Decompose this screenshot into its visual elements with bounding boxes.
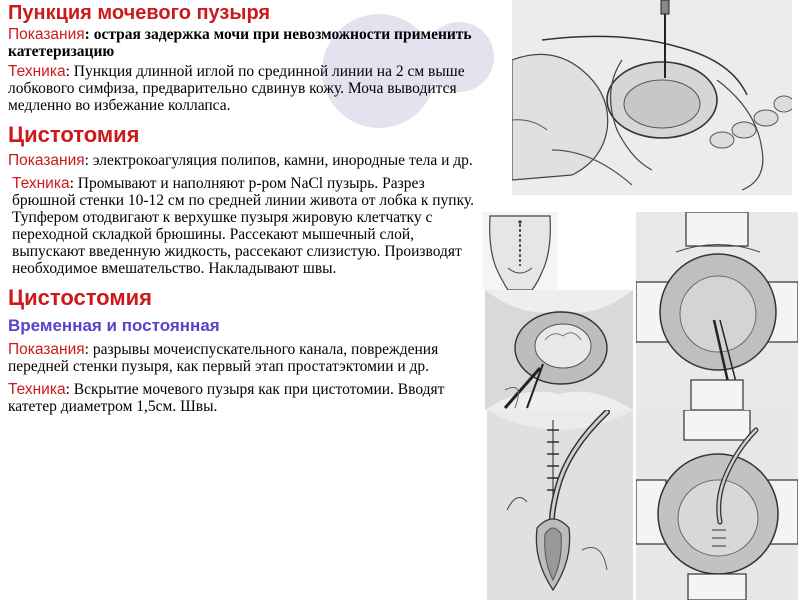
cystotomy-tech-text: : Промывают и наполняют р-ром NaCl пузырь. Разрез брюшной стенки 10-12 см по средней линии живота от лобка к пупку. Тупфером отодвигают к верхушке пузыря жировую клетчатку с переходной складкой брюшины. Рассекают мышечный слой, выпускают введенную жидкость, рассекают слизистую. Производят необходимое вмешательство. Накладывают швы. [12,175,474,277]
puncture-title: Пункция мочевого пузыря [8,2,271,24]
figure-incision-torso [482,212,558,290]
puncture-ind-text: : острая задержка мочи при невозможности применить катетеризацию [8,26,472,60]
puncture-indications [8,26,486,60]
cystostomy-tech-label: Техника [8,381,66,398]
figure-bladder-puncture [512,0,792,195]
cystostomy-interior-illustration [636,410,798,600]
cystostomy-ind-text: : разрывы мочеиспускательного канала, повреждения передней стенки пузыря, как первый этап простатэктомии и др. [8,341,439,375]
puncture-technique [8,63,486,114]
bladder-puncture-illustration [512,0,792,195]
puncture-tech-text: : Пункция длинной иглой по срединной линии на 2 см выше лобкового симфиза, предварительно сдвинув кожу. Моча выводится медленно во избежание коллапса. [8,63,465,114]
text-column [8,0,486,415]
puncture-tech-label: Техника [8,63,66,80]
cystotomy-open-illustration [485,290,633,410]
cystostomy-title: Цистостомия [8,285,152,310]
cystotomy-indications [8,152,486,169]
cystotomy-technique [8,175,486,277]
cystostomy-subtitle: Временная и постоянная [8,316,220,335]
cystostomy-catheter-illustration [487,410,633,600]
cystostomy-ind-label: Показания [8,341,85,358]
torso-incision-illustration [482,212,558,290]
puncture-ind-label: Показания [8,26,85,43]
cystostomy-indications [8,341,486,375]
cystotomy-ind-text: : электрокоагуляция полипов, камни, инородные тела и др. [84,152,473,169]
figure-cystotomy-open [485,290,633,410]
figure-bladder-retractors [636,212,798,410]
figure-cystostomy-interior [636,410,798,600]
cystostomy-tech-text: : Вскрытие мочевого пузыря как при цистотомии. Вводят катетер диаметром 1,5см. Швы. [8,381,445,415]
cystotomy-title: Цистотомия [8,122,140,147]
figure-cystostomy-catheter [487,410,633,600]
bladder-retractors-illustration [636,212,798,410]
cystostomy-technique [8,381,486,415]
cystotomy-ind-label: Показания [8,152,85,169]
cystotomy-tech-label: Техника [12,175,70,192]
